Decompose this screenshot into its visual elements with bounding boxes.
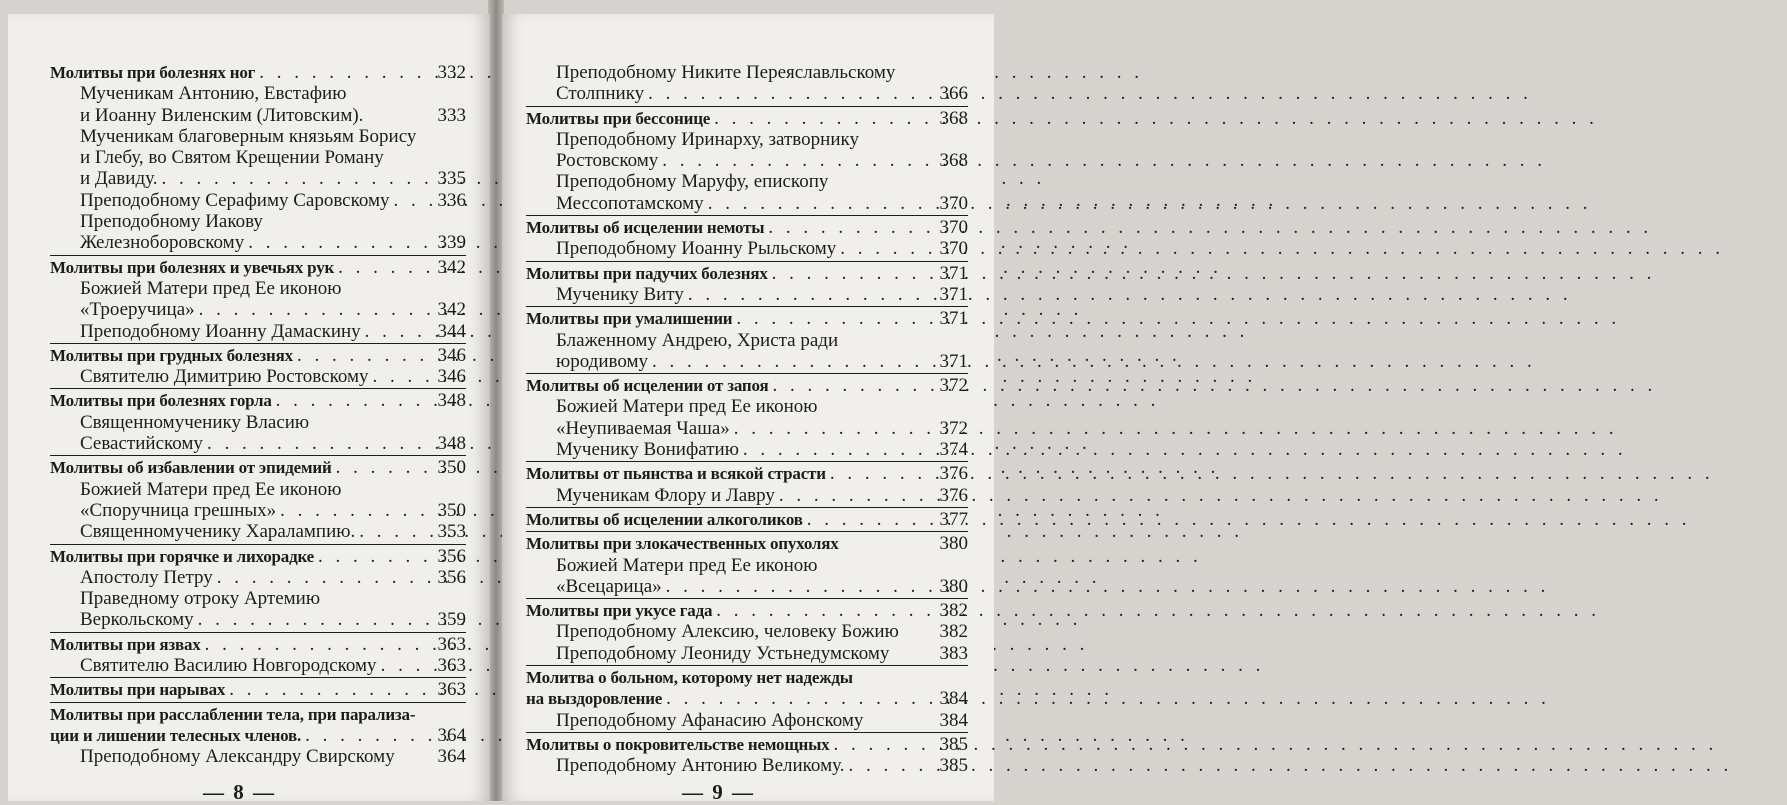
leader-dots	[716, 600, 935, 621]
toc-page-number: 380	[939, 575, 968, 597]
toc-section-heading[interactable]	[526, 667, 968, 688]
toc-entry[interactable]	[50, 105, 466, 126]
toc-right	[502, 62, 994, 777]
toc-page-number: 333	[437, 104, 466, 126]
toc-section-heading[interactable]	[50, 546, 466, 567]
toc-entry[interactable]	[50, 479, 466, 500]
section-divider	[526, 531, 968, 532]
toc-entry[interactable]	[50, 299, 466, 320]
toc-section-heading[interactable]	[50, 679, 466, 700]
toc-entry[interactable]	[50, 567, 466, 588]
leader-dots	[381, 655, 434, 676]
toc-section-heading[interactable]	[526, 108, 968, 129]
toc-entry-title: ции и лишении телесных членов.	[50, 725, 302, 745]
toc-page-number: 370	[939, 192, 968, 214]
toc-entry[interactable]	[526, 576, 968, 597]
toc-entry[interactable]	[526, 150, 968, 171]
toc-page-number: 384	[939, 709, 968, 731]
toc-page-number: 371	[939, 283, 968, 305]
leader-dots	[359, 521, 433, 542]
toc-page-number: 384	[939, 688, 968, 710]
toc-entry[interactable]	[50, 746, 466, 767]
section-divider	[50, 455, 466, 456]
section-divider	[526, 215, 968, 216]
toc-entry-title: Преподобному Александру Свирскому	[80, 746, 395, 768]
toc-entry[interactable]	[50, 433, 466, 454]
toc-entry-title: Молитвы при болезнях и увечьях рук	[50, 257, 335, 277]
leader-dots	[736, 308, 935, 329]
toc-entry-title: Божией Матери пред Ее иконою	[556, 554, 818, 576]
toc-entry-title: Преподобному Иоанну Дамаскину	[80, 320, 361, 342]
leader-dots	[199, 299, 434, 320]
toc-section-heading[interactable]	[526, 217, 968, 238]
toc-entry-title: Преподобному Иоанну Рыльскому	[556, 238, 837, 260]
toc-page-number: 353	[437, 521, 466, 543]
leader-dots	[248, 232, 433, 253]
toc-entry-title: Веркольскому	[80, 609, 194, 631]
leader-dots	[373, 366, 434, 387]
toc-entry[interactable]	[50, 321, 466, 342]
toc-entry[interactable]	[50, 412, 466, 433]
toc-page-number: 339	[437, 232, 466, 254]
toc-entry-title: Святителю Димитрию Ростовскому	[80, 366, 369, 388]
section-divider	[50, 343, 466, 344]
leader-dots	[318, 546, 434, 567]
toc-entry-title: Столпнику	[556, 83, 645, 105]
toc-entry-title: Мученику Вонифатию	[556, 439, 739, 461]
toc-entry[interactable]	[50, 190, 466, 211]
leader-dots	[662, 150, 935, 171]
toc-page-number: 363	[437, 679, 466, 701]
toc-page-number: 370	[939, 217, 968, 239]
toc-entry-title: Преподобному Афанасию Афонскому	[556, 709, 864, 731]
page-number-right: — 9 —	[682, 780, 755, 804]
section-divider	[526, 732, 968, 733]
toc-entry-title: Преподобному Леониду Устьнедумскому	[556, 642, 890, 664]
toc-entry-title: Молитвы от пьянства и всякой страсти	[526, 464, 826, 484]
toc-entry-title: Молитвы при бессонице	[526, 108, 711, 128]
leader-dots	[259, 62, 433, 83]
toc-section-heading[interactable]	[50, 704, 466, 725]
toc-entry-title: «Троеручица»	[80, 299, 195, 321]
leader-dots	[394, 190, 434, 211]
toc-entry-title: Преподобному Маруфу, епископу	[556, 171, 829, 193]
toc-entry[interactable]	[526, 171, 968, 192]
toc-section-heading[interactable]	[526, 263, 968, 284]
toc-page-number: 366	[939, 83, 968, 105]
toc-entry[interactable]	[526, 62, 968, 83]
toc-entry-title: Мученикам благоверным князьям Борису	[80, 125, 417, 147]
toc-page-number: 359	[437, 609, 466, 631]
toc-entry[interactable]	[526, 193, 968, 214]
leader-dots	[807, 509, 936, 530]
leader-dots	[840, 238, 935, 259]
toc-section-heading[interactable]	[526, 734, 968, 755]
toc-entry[interactable]	[526, 555, 968, 576]
toc-page-number: 371	[939, 350, 968, 372]
toc-page-number: 346	[437, 366, 466, 388]
toc-entry[interactable]	[526, 418, 968, 439]
toc-entry-title: Молитва о больном, которому нет надежды	[526, 668, 853, 688]
toc-entry-title: Ростовскому	[556, 150, 659, 172]
toc-entry[interactable]	[50, 366, 466, 387]
leader-dots	[207, 433, 434, 454]
section-divider	[526, 106, 968, 107]
toc-section-heading[interactable]	[526, 688, 968, 709]
toc-section-heading[interactable]	[50, 634, 466, 655]
toc-page-number: 371	[939, 262, 968, 284]
toc-entry-title: на выздоровление	[526, 689, 663, 709]
toc-page-number: 374	[939, 439, 968, 461]
toc-entry-title: и Глебу, во Святом Крещении Роману	[80, 147, 384, 169]
toc-entry[interactable]	[50, 500, 466, 521]
toc-page-number: 356	[437, 566, 466, 588]
toc-entry[interactable]	[526, 755, 968, 776]
leader-dots	[229, 679, 433, 700]
toc-entry-title: и Давиду.	[80, 168, 158, 190]
leader-dots	[734, 418, 936, 439]
toc-page-number: 382	[939, 621, 968, 643]
toc-entry[interactable]	[526, 129, 968, 150]
toc-page-number: 348	[437, 390, 466, 412]
toc-page-number: 382	[939, 600, 968, 622]
leader-dots	[305, 725, 433, 746]
section-divider	[526, 461, 968, 462]
toc-entry-title: Священномученику Власию	[80, 411, 310, 433]
toc-entry[interactable]	[50, 609, 466, 630]
leader-dots	[338, 257, 433, 278]
toc-section-heading[interactable]	[526, 509, 968, 530]
toc-entry[interactable]	[526, 238, 968, 259]
toc-entry-title: Молитвы об исцелении немоты	[526, 218, 765, 238]
toc-entry-title: Святителю Василию Новгородскому	[80, 655, 377, 677]
toc-entry-title: Мученику Виту	[556, 283, 684, 305]
toc-section-heading[interactable]	[50, 257, 466, 278]
toc-section-heading[interactable]	[50, 62, 466, 83]
toc-page-number: 376	[939, 484, 968, 506]
toc-section-heading[interactable]	[526, 308, 968, 329]
section-divider	[526, 665, 968, 666]
toc-entry-title: Молитвы при болезнях горла	[50, 391, 272, 411]
toc-page-number: 356	[437, 545, 466, 567]
toc-page-number: 372	[939, 417, 968, 439]
leader-dots	[708, 193, 936, 214]
toc-entry-title: Молитвы об избавлении от эпидемий	[50, 458, 332, 478]
leader-dots	[198, 609, 434, 630]
toc-entry[interactable]	[526, 83, 968, 104]
leader-dots	[768, 217, 935, 238]
toc-page-number: 336	[437, 189, 466, 211]
toc-entry-title: Молитвы при язвах	[50, 634, 201, 654]
page-number-left: — 8 —	[203, 780, 276, 804]
toc-entry-title: Праведному отроку Артемию	[80, 588, 321, 610]
toc-page-number: 377	[939, 508, 968, 530]
leader-dots	[714, 108, 935, 129]
toc-page-number: 332	[437, 62, 466, 83]
toc-section-heading[interactable]	[526, 533, 968, 554]
page-left	[8, 14, 490, 804]
toc-entry-title: Преподобному Иринарху, затворнику	[556, 128, 859, 150]
toc-entry[interactable]	[526, 710, 968, 731]
toc-entry-title: Молитвы о покровительстве немощных	[526, 734, 830, 754]
toc-page-number: 363	[437, 655, 466, 677]
toc-section-heading[interactable]	[50, 390, 466, 411]
section-divider	[526, 598, 968, 599]
toc-page-number: 371	[939, 308, 968, 330]
toc-entry-title: Молитвы при злокачественных опухолях	[526, 534, 839, 554]
leader-dots	[779, 485, 936, 506]
leader-dots	[280, 500, 433, 521]
leader-dots	[648, 83, 935, 104]
leader-dots	[848, 755, 935, 776]
leader-dots	[773, 375, 936, 396]
leader-dots	[276, 390, 434, 411]
toc-page-number: 370	[939, 238, 968, 260]
toc-entry-title: Апостолу Петру	[80, 566, 213, 588]
toc-entry-title: Божией Матери пред Ее иконою	[556, 396, 818, 418]
toc-entry[interactable]	[526, 351, 968, 372]
leader-dots	[297, 345, 434, 366]
leader-dots	[830, 463, 936, 484]
toc-entry-title: Молитвы при грудных болезнях	[50, 345, 293, 365]
toc-entry-title: Преподобному Серафиму Саровскому	[80, 189, 390, 211]
toc-entry[interactable]	[50, 521, 466, 542]
toc-page-number: 335	[437, 168, 466, 190]
leader-dots	[161, 168, 433, 189]
toc-entry-title: Молитвы при горячке и лихорадке	[50, 546, 314, 566]
toc-entry[interactable]	[526, 485, 968, 506]
section-divider	[526, 373, 968, 374]
section-divider	[50, 677, 466, 678]
toc-page-number: 350	[437, 499, 466, 521]
toc-page-number: 376	[939, 463, 968, 485]
toc-entry-title: Преподобному Алексию, человеку Божию	[556, 621, 899, 643]
toc-entry-title: «Всецарица»	[556, 575, 662, 597]
toc-entry[interactable]	[526, 396, 968, 417]
toc-entry-title: Мученикам Флору и Лавру	[556, 484, 775, 506]
toc-entry-title: юродивому	[556, 350, 648, 372]
toc-entry-title: Молитвы при умалишении	[526, 309, 733, 329]
toc-entry-title: Молитвы при болезнях ног	[50, 63, 256, 82]
toc-entry-title: Молитвы при укусе гада	[526, 601, 713, 621]
section-divider	[526, 507, 968, 508]
leader-dots	[336, 457, 434, 478]
toc-entry-title: Мессопотамскому	[556, 192, 704, 214]
toc-entry-title: и Иоанну Виленским (Литовским).	[80, 104, 364, 126]
toc-page-number: 385	[939, 755, 968, 777]
toc-entry-title: Молитвы об исцелении алкоголиков	[526, 509, 803, 529]
toc-page-number: 364	[437, 724, 466, 746]
leader-dots	[833, 734, 935, 755]
section-divider	[50, 255, 466, 256]
toc-entry[interactable]	[50, 655, 466, 676]
toc-page-number: 363	[437, 633, 466, 655]
toc-page-number: 342	[437, 299, 466, 321]
page-right	[502, 14, 994, 804]
toc-entry-title: Мученикам Антонию, Евстафию	[80, 83, 347, 105]
toc-entry[interactable]	[526, 621, 968, 642]
leader-dots	[666, 576, 936, 597]
toc-section-heading[interactable]	[526, 375, 968, 396]
toc-section-heading[interactable]	[526, 600, 968, 621]
section-divider	[50, 388, 466, 389]
leader-dots	[652, 351, 936, 372]
toc-entry[interactable]	[50, 232, 466, 253]
toc-entry-title: Молитвы при нарывах	[50, 680, 226, 700]
toc-page-number: 348	[437, 433, 466, 455]
toc-entry-title: Священномученику Харалампию.	[80, 521, 356, 543]
toc-entry[interactable]	[526, 643, 968, 664]
toc-page-number: 344	[437, 320, 466, 342]
toc-entry-title: Молитвы при расслаблении тела, при парализа-	[50, 704, 416, 724]
toc-entry-title: Божией Матери пред Ее иконою	[80, 277, 342, 299]
toc-entry-title: Севастийскому	[80, 433, 203, 455]
toc-entry-title: «Неупиваемая Чаша»	[556, 417, 730, 439]
toc-entry-title: «Споручница грешных»	[80, 499, 277, 521]
toc-entry[interactable]	[526, 330, 968, 351]
toc-page-number: 380	[939, 533, 968, 555]
toc-entry[interactable]	[50, 278, 466, 299]
toc-entry-title: Молитвы при падучих болезнях	[526, 263, 768, 283]
toc-entry-title: Железноборовскому	[80, 232, 245, 254]
toc-entry-title: Молитвы об исцелении от запоя	[526, 376, 769, 396]
toc-page-number: 346	[437, 344, 466, 366]
leader-dots	[666, 688, 935, 709]
section-divider	[50, 632, 466, 633]
section-divider	[50, 702, 466, 703]
toc-page-number: 385	[939, 733, 968, 755]
toc-entry[interactable]	[50, 588, 466, 609]
leader-dots	[743, 439, 936, 460]
section-divider	[526, 261, 968, 262]
toc-entry[interactable]	[50, 168, 466, 189]
toc-page-number: 372	[939, 375, 968, 397]
toc-page-number: 368	[939, 150, 968, 172]
toc-entry[interactable]	[50, 147, 466, 168]
toc-page-number: 350	[437, 457, 466, 479]
toc-entry[interactable]	[50, 126, 466, 147]
toc-page-number: 383	[939, 642, 968, 664]
toc-entry-title: Преподобному Антонию Великому.	[556, 755, 845, 777]
toc-section-heading[interactable]	[50, 345, 466, 366]
toc-page-number: 364	[437, 746, 466, 768]
toc-entry[interactable]	[526, 284, 968, 305]
section-divider	[526, 306, 968, 307]
toc-entry[interactable]	[50, 211, 466, 232]
toc-entry[interactable]	[526, 439, 968, 460]
toc-entry-title: Божией Матери пред Ее иконою	[80, 478, 342, 500]
section-divider	[50, 544, 466, 545]
toc-left	[8, 62, 490, 768]
toc-entry-title: Блаженному Андрею, Христа ради	[556, 329, 839, 351]
leader-dots	[365, 321, 434, 342]
toc-page-number: 368	[939, 107, 968, 129]
toc-section-heading[interactable]	[50, 725, 466, 746]
toc-section-heading[interactable]	[526, 463, 968, 484]
toc-entry-title: Преподобному Никите Переяславльскому	[556, 62, 896, 83]
leader-dots	[688, 284, 936, 305]
leader-dots	[772, 263, 936, 284]
toc-page-number: 342	[437, 256, 466, 278]
toc-entry-title: Преподобному Иакову	[80, 211, 263, 233]
leader-dots	[217, 567, 434, 588]
leader-dots	[205, 634, 434, 655]
toc-entry[interactable]	[50, 83, 466, 104]
toc-section-heading[interactable]	[50, 457, 466, 478]
